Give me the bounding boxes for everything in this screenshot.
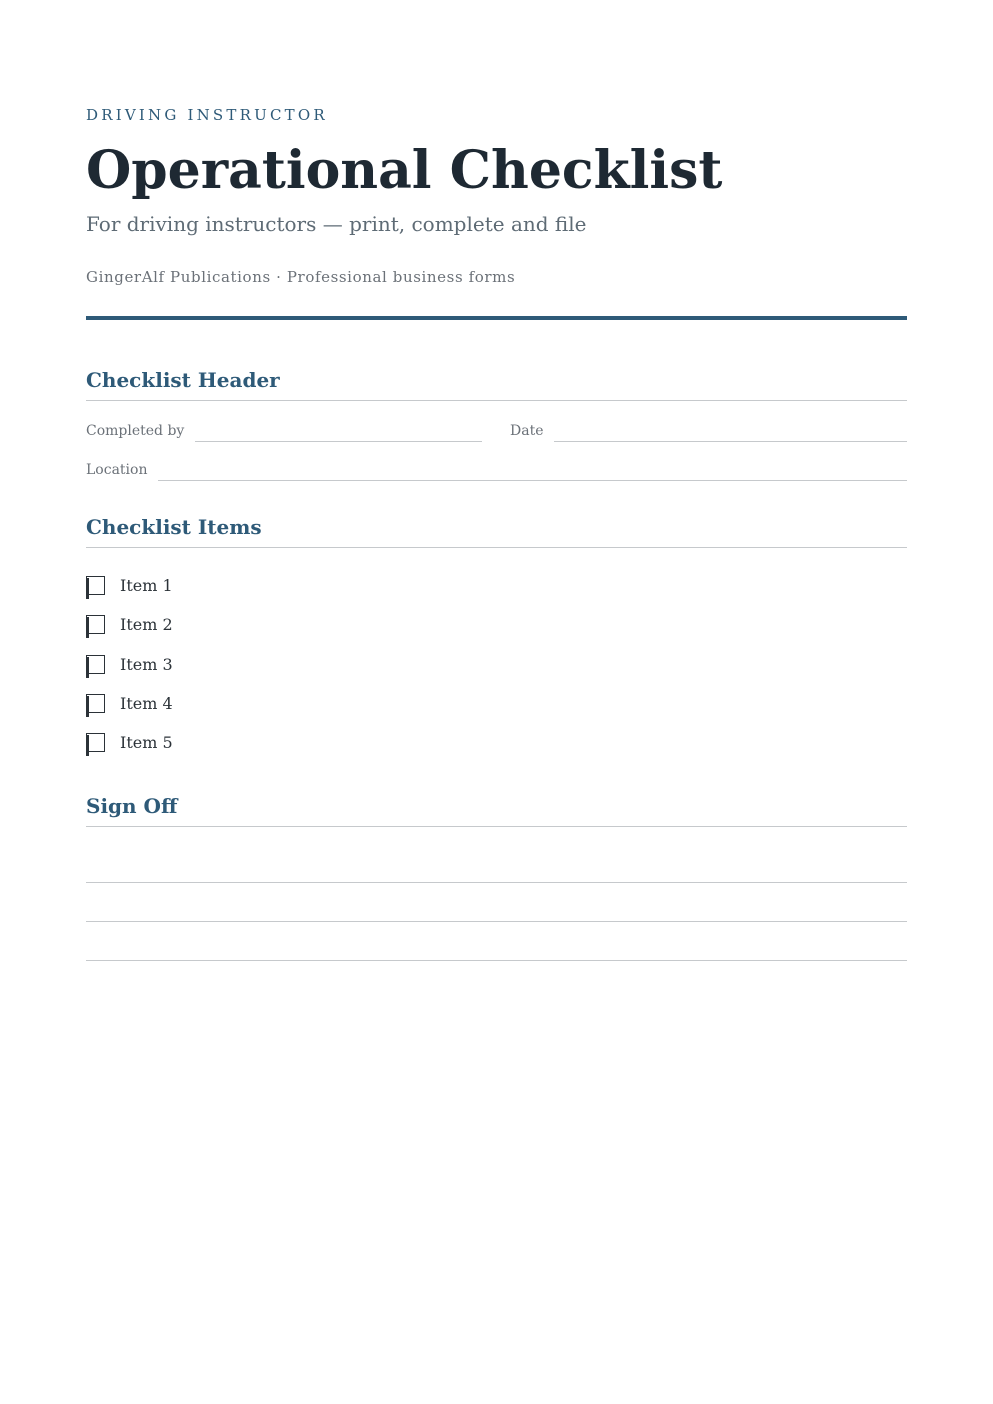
checkbox[interactable] [86, 655, 105, 674]
document-eyebrow: DRIVING INSTRUCTOR [86, 106, 328, 124]
checklist-item[interactable] [86, 612, 173, 636]
completed-by-label: Completed by [86, 423, 185, 439]
date-label: Date [510, 423, 544, 439]
checklist-item[interactable] [86, 573, 173, 597]
header-divider [86, 316, 907, 320]
checklist-item[interactable] [86, 652, 173, 676]
checkbox[interactable] [86, 615, 105, 634]
section-title-sign-off: Sign Off [86, 794, 907, 827]
publisher-line: GingerAlf Publications · Professional business forms [86, 268, 516, 286]
date-field[interactable] [554, 441, 907, 442]
checkbox[interactable] [86, 733, 105, 752]
signoff-line[interactable] [86, 882, 907, 883]
section-title-checklist-items: Checklist Items [86, 515, 907, 548]
checklist-item-label: Item 5 [120, 732, 173, 752]
checkbox[interactable] [86, 576, 105, 595]
location-label: Location [86, 462, 148, 478]
checkbox[interactable] [86, 694, 105, 713]
checklist-item-label: Item 4 [120, 693, 173, 713]
checklist-item[interactable] [86, 691, 173, 715]
signoff-line[interactable] [86, 921, 907, 922]
signoff-line[interactable] [86, 960, 907, 961]
checklist-item-label: Item 2 [120, 614, 173, 634]
page-title: Operational Checklist [86, 140, 723, 201]
checklist-item[interactable] [86, 730, 173, 754]
completed-by-field[interactable] [195, 441, 482, 442]
page-subtitle: For driving instructors — print, complete and file [86, 212, 587, 236]
checklist-item-label: Item 1 [120, 575, 173, 595]
section-title-checklist-header: Checklist Header [86, 368, 907, 401]
checklist-item-label: Item 3 [120, 654, 173, 674]
location-field[interactable] [158, 480, 907, 481]
